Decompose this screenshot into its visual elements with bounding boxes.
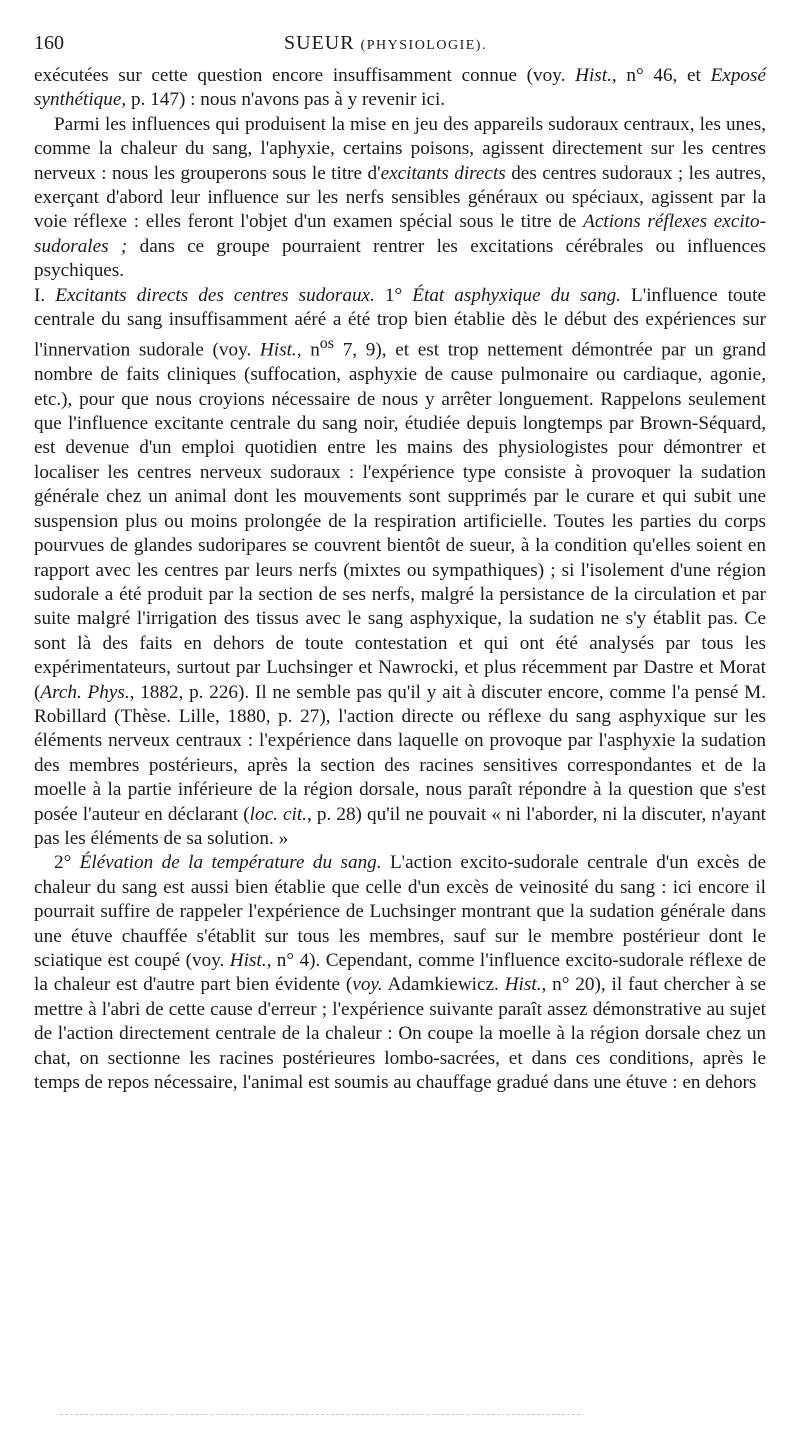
paragraph-temperature — [34, 851, 766, 1095]
text-run: 7, 9), et est trop nettement démontrée par un grand nombre de faits cliniques (suffocation, asphyxie de cause pulmonaire ou cardiaque, agonie, etc.), pour que nous croyions nécessaire de nous y arrêter longuement. Rappelons seulement que l'influence excitante centrale du sang noir, étudiée depuis longtemps par Brown-Séquard, est devenue d'un emploi quotidien entre les mains des physiologistes pour démontrer et localiser les centres nerveux sudoraux : l'expérience type consiste à provoquer la sudation générale chez un animal dont les mouvements sont supprimés par le curare et qui subit une suspension plus ou moins prolongée de la respiration artificielle. Toutes les parties du corps pourvues de glandes sudoripares se couvrent bientôt de sueur, à la condition qu'elles soient en rapport avec les centres par leurs nerfs (mixtes ou sympathiques) ; si l'isolement d'une région sudorale a été produit par la section de ses nerfs, malgré la persistance de la circulation et par suite malgré l'irrigation des tissus avec le sang asphyxique, la sudation ne s'y établit pas. Ce sont là des faits en dehors de toute contestation et qui ont été analysés par tous les expérimentateurs, surtout par Luchsinger et Nawrocki, et plus récemment par Dastre et Morat ( — [34, 339, 767, 703]
text-run: , 1882, p. 226). Il ne semble pas qu'il y ait à discuter encore, comme l'a pensé M. Robillard (Thèse. Lille, 1880, p. 27), l'action directe ou réflexe du sang asphyxique sur les éléments nerveux centraux : l'expérience dans laquelle on provoque par l'asphyxie la sudation des membres postérieurs, après la section des racines sensitives correspondantes et de la moelle à la partie inférieure de la région dorsale, nous paraît répondre à la question que s'est posée l'auteur en déclarant ( — [34, 681, 766, 825]
text-run: des centres sudoraux ; les autres, exerçant d'abord leur influence sur les nerfs sensibles généraux ou spéciaux, agissent par la voie réflexe : elles feront l'objet d'un examen spécial sous le titre de — [34, 162, 766, 233]
superscript: os — [319, 335, 335, 353]
text-run-italic: Actions réflexes excito-sudorales ; — [34, 211, 766, 257]
text-run-italic: voy. — [352, 974, 383, 996]
text-run: Parmi les influences qui produisent la mise en jeu des appareils sudoraux centraux, les unes, comme la chaleur du sang, l'aphyxie, certains poisons, agissent directement sur les centres nerveux : nous les grouperons sous le titre d' — [34, 113, 766, 184]
text-run: L'action excito-sudorale centrale d'un excès de chaleur du sang est aussi bien établie que celle d'un excès de veinosité du sang : ici encore il pourrait suffire de rappeler l'expérience de Luchsinger montrant que la sudation générale dans une étuve chauffée s'établit sur tous les membres, sauf sur le membre postérieur dont le sciatique est coupé (voy. — [34, 852, 766, 972]
text-run-italic: Hist. — [229, 950, 267, 972]
footer-rule — [60, 1414, 580, 1415]
text-run: 2° — [54, 852, 80, 874]
text-run-italic: Hist. — [504, 974, 542, 996]
running-title-sub: (PHYSIOLOGIE). — [360, 38, 487, 53]
document-page — [34, 30, 766, 1095]
text-run-italic: Hist. — [575, 65, 612, 86]
text-run: , p. 28) qu'il ne pouvait « ni l'aborder, ni la discuter, n'ayant pas les éléments de sa solution. » — [34, 803, 766, 849]
text-run-italic: Arch. Phys. — [40, 681, 130, 703]
running-title-main: SUEUR — [284, 32, 355, 54]
page-header — [34, 30, 766, 56]
subsection-heading-italic: Élévation de la température du sang. — [79, 852, 382, 874]
text-run: , n° 4). Cependant, comme l'influence excito-sudorale réflexe de la chaleur est d'autre part bien évidente ( — [34, 950, 767, 996]
text-run: , n° 20), il faut chercher à se mettre à l'abri de cette cause d'erreur ; l'expérience suivante paraît assez démonstrative au sujet de l'action directement centrale de la chaleur : On coupe la moelle à la région dorsale chez un chat, on sectionne les racines postérieures lombo-sacrées, et dans ces conditions, après le temps de repos nécessaire, l'animal est soumis au chauffage gradué dans une étuve : en dehors — [34, 974, 766, 1094]
text-run-italic: loc. cit. — [249, 803, 307, 825]
text-run: , n — [296, 339, 320, 361]
text-run: , p. 147) : nous n'avons pas à y revenir ici. — [121, 89, 446, 111]
text-run: Adamkiewicz. — [382, 974, 505, 996]
section-heading-italic: Excitants directs des centres sudoraux. — [55, 284, 375, 306]
text-run: L'influence toute centrale du sang insuffisamment aéré a été trop bien établie dès le début des expériences sur l'innervation sudorale (voy. — [34, 284, 767, 361]
text-run-italic: Exposé synthétique — [34, 65, 766, 111]
text-run-italic: excitants directs — [380, 162, 506, 184]
page-number: 160 — [34, 32, 64, 54]
text-run: dans ce groupe pourraient rentrer les excitations cérébrales ou influences psychiques. — [34, 235, 767, 282]
paragraph-influences — [34, 113, 766, 284]
text-run: exécutées sur cette question encore insuffisamment connue (voy. — [34, 65, 576, 86]
paragraph-section-i — [34, 284, 766, 852]
body-text — [34, 64, 766, 1095]
paragraph-continuation — [34, 64, 766, 113]
text-run-italic: Hist. — [259, 339, 297, 361]
text-run: 1° — [374, 284, 413, 306]
subsection-heading-italic: État asphyxique du sang. — [412, 284, 621, 306]
text-run: , n° 46, et — [611, 65, 711, 86]
text-run: I. — [34, 284, 56, 306]
running-title — [284, 30, 487, 59]
